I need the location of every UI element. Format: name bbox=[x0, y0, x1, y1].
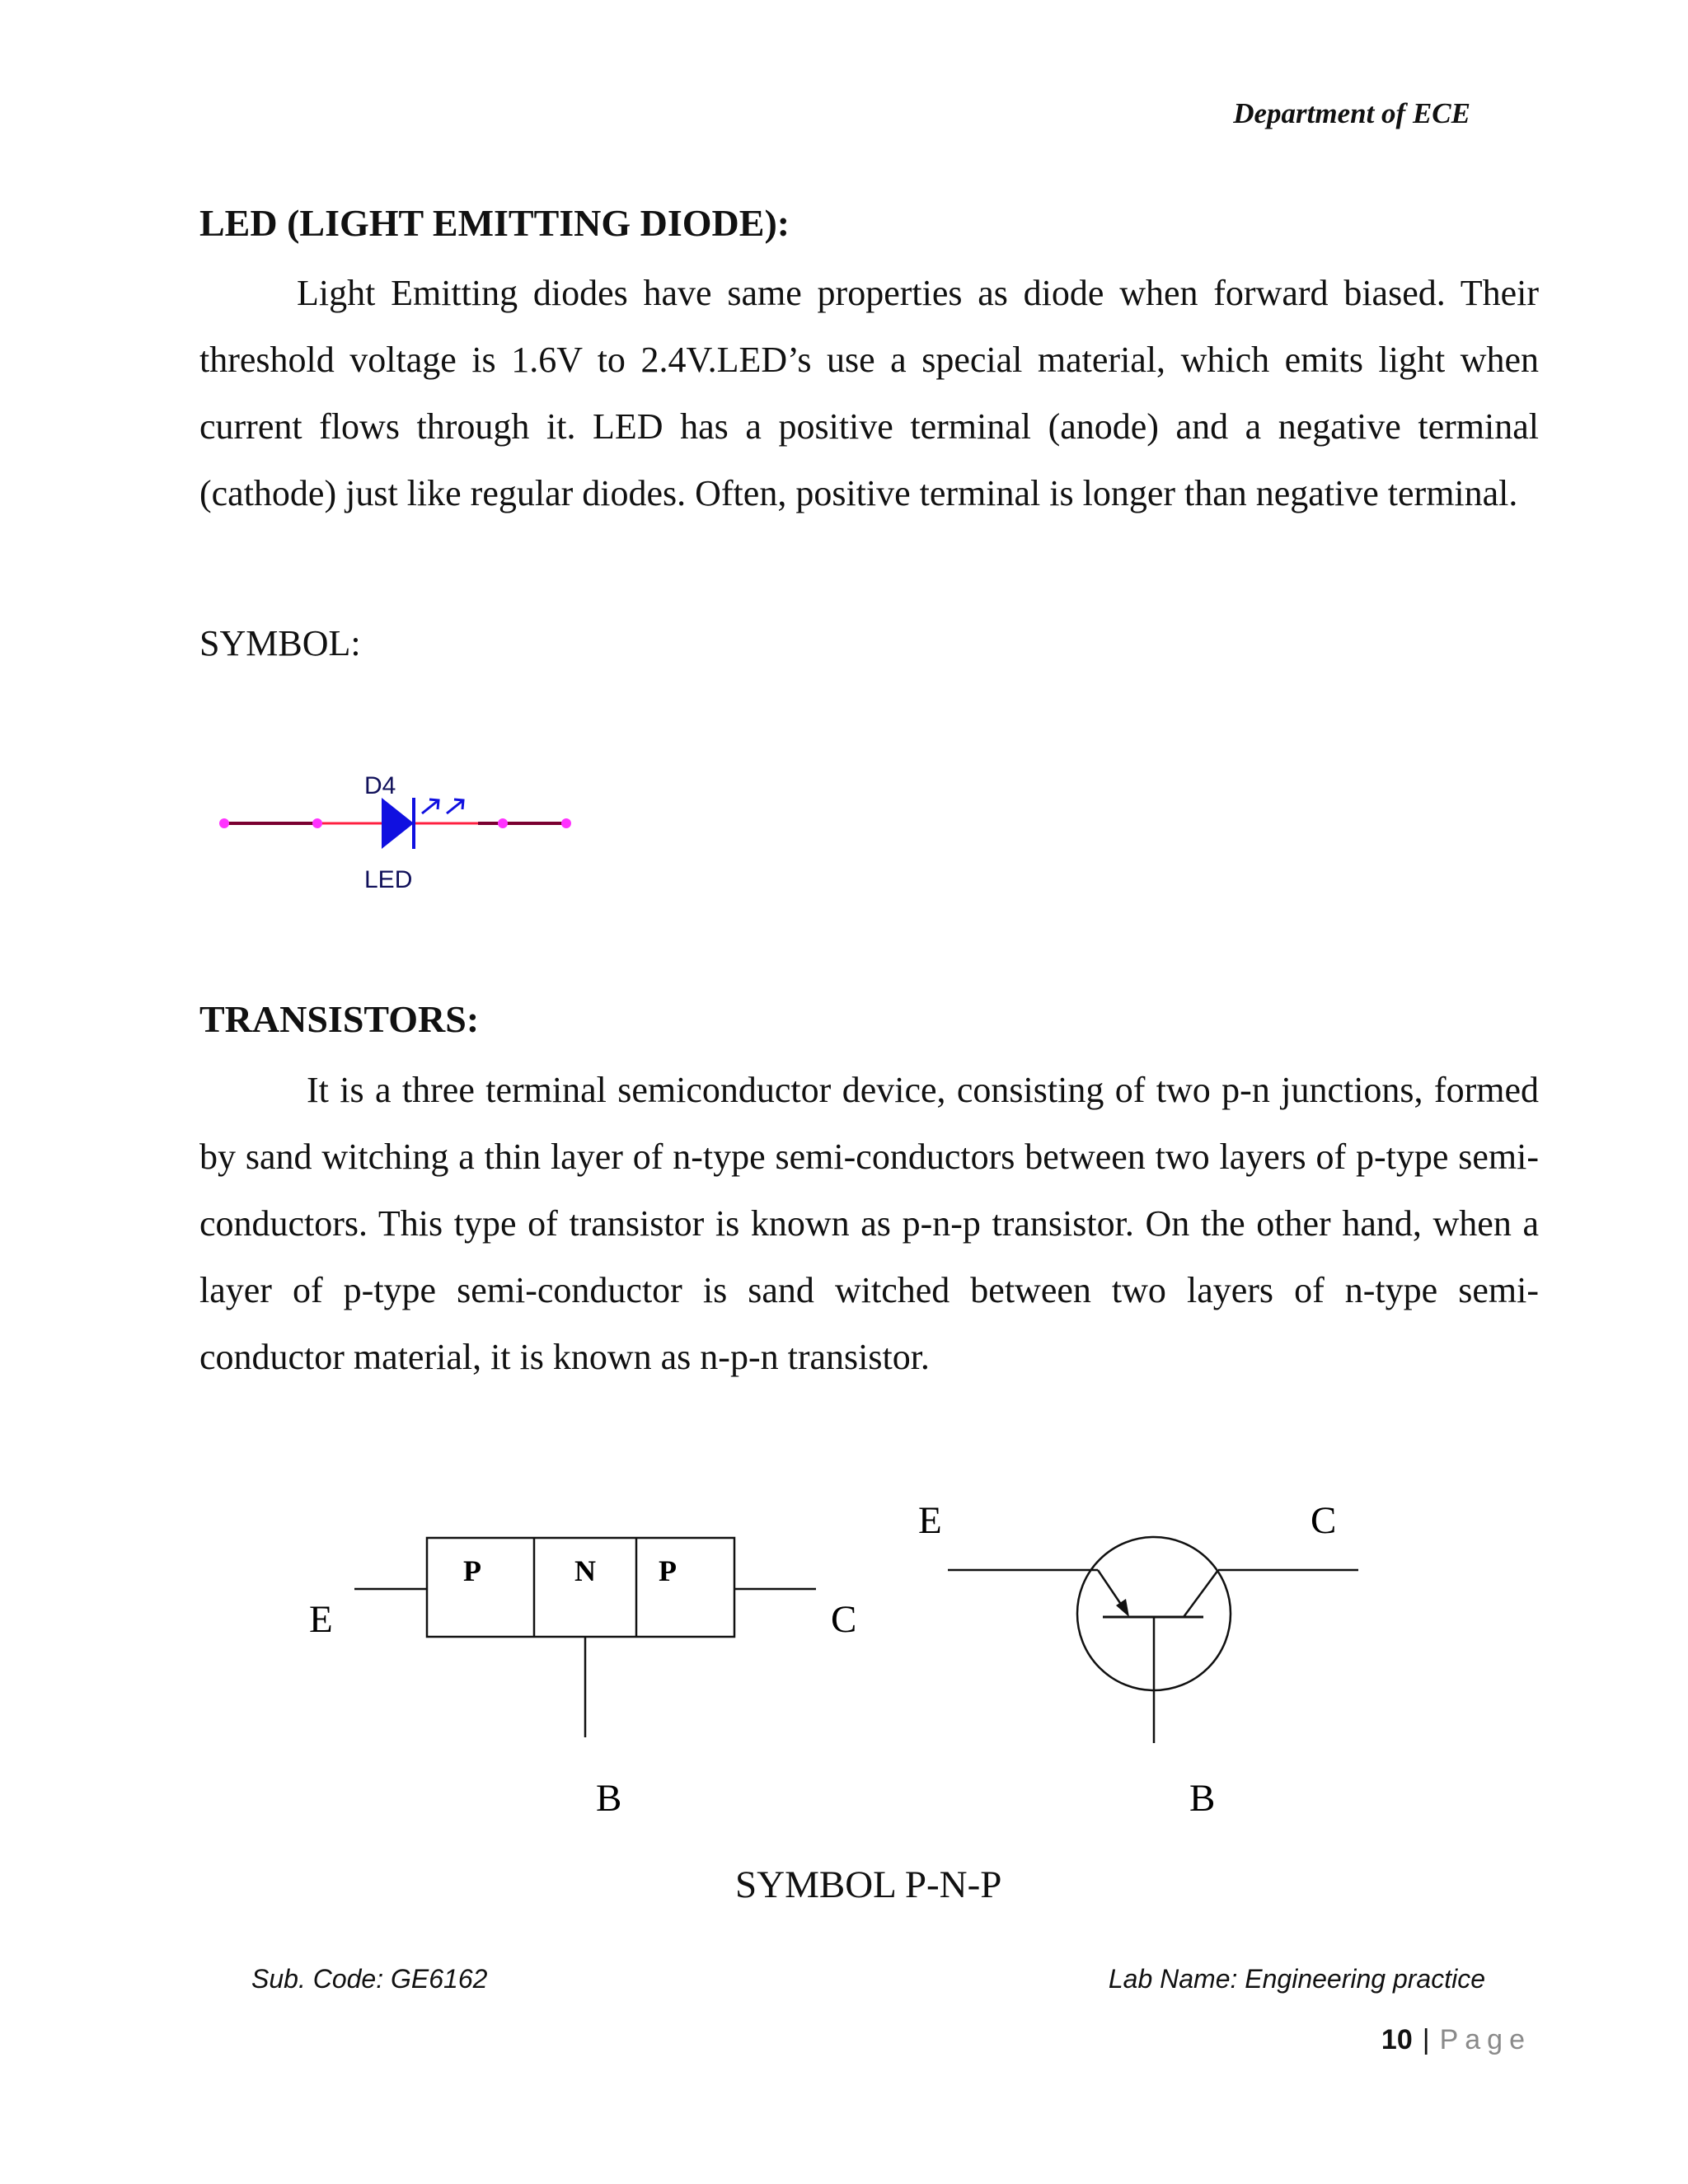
led-paragraph-text: Light Emitting diodes have same properties as diode when forward biased. Their threshold voltage is 1.6V to 2.4V.LED’s use a special material, which emits light when current flows through it. LED has a positive terminal (anode) and a negative terminal (cathode) just like regular diodes. Often, positive terminal is longer than negative terminal. bbox=[199, 273, 1539, 513]
transistors-paragraph-text: It is a three terminal semiconductor device, consisting of two p-n junctions, formed by sand witching a thin layer of n-type semi-conductors between two layers of p-type semi-conductors. This type of transistor is known as p-n-p transistor. On the other hand, when a layer of p-type semi-conductor is sand witched between two layers of n-type semi-conductor material, it is known as n-p-n transistor. bbox=[199, 1070, 1539, 1377]
symbol-caption: SYMBOL P-N-P bbox=[735, 1863, 1002, 1906]
block-body bbox=[427, 1538, 734, 1637]
page-separator: | bbox=[1422, 2024, 1430, 2055]
led-paragraph bbox=[199, 260, 1539, 527]
block-emitter-label: E bbox=[309, 1598, 333, 1641]
block-base-label: B bbox=[596, 1777, 622, 1820]
page-word: Page bbox=[1439, 2024, 1531, 2055]
led-node-dot bbox=[219, 818, 229, 828]
layer-label-p2: P bbox=[659, 1554, 677, 1587]
led-symbol-diagram bbox=[206, 762, 585, 902]
led-node-dot bbox=[312, 818, 322, 828]
led-diode-triangle bbox=[382, 798, 414, 849]
block-collector-label: C bbox=[831, 1598, 857, 1641]
symbol-collector-arm bbox=[1184, 1570, 1218, 1617]
pnp-symbol-diagram bbox=[907, 1500, 1401, 1830]
pnp-block-diagram bbox=[280, 1516, 874, 1830]
symbol-base-label: B bbox=[1189, 1777, 1216, 1820]
header-department: Department of ECE bbox=[1233, 97, 1470, 129]
led-emission-arrows-icon bbox=[422, 799, 463, 813]
layer-label-n: N bbox=[574, 1554, 596, 1587]
page-number-value: 10 bbox=[1381, 2024, 1413, 2055]
led-ref-label: D4 bbox=[364, 772, 396, 799]
transistors-heading: TRANSISTORS: bbox=[199, 998, 480, 1040]
footer-sub-code: Sub. Code: GE6162 bbox=[251, 1964, 488, 1994]
led-node-dot bbox=[561, 818, 571, 828]
layer-label-p1: P bbox=[463, 1554, 481, 1587]
symbol-emitter-arm bbox=[1098, 1570, 1123, 1608]
led-symbol-label: SYMBOL: bbox=[199, 623, 361, 663]
led-name-label: LED bbox=[364, 866, 413, 893]
symbol-collector-label: C bbox=[1311, 1500, 1337, 1542]
symbol-emitter-label: E bbox=[918, 1500, 942, 1542]
page-number bbox=[1381, 2024, 1531, 2056]
footer-lab-name: Lab Name: Engineering practice bbox=[1108, 1964, 1485, 1994]
led-node-dot bbox=[498, 818, 508, 828]
led-heading: LED (LIGHT EMITTING DIODE): bbox=[199, 202, 790, 244]
transistors-paragraph bbox=[199, 1057, 1539, 1390]
